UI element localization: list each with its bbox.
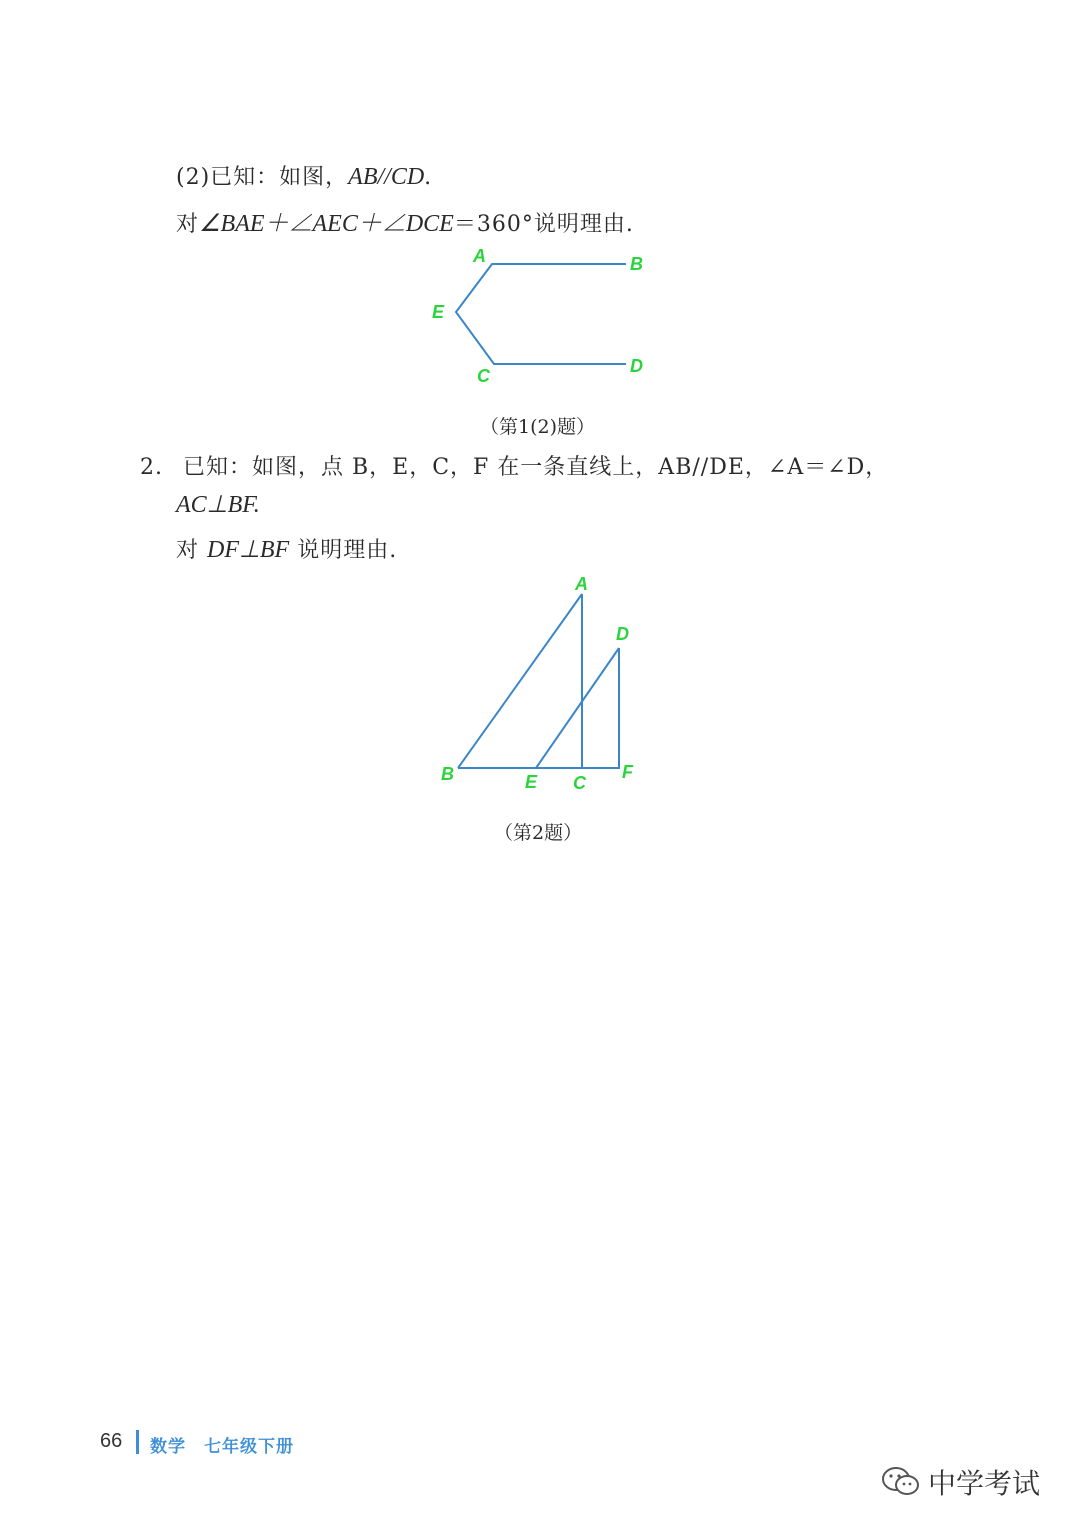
book-title: 数学 七年级下册 [150, 1437, 294, 1457]
problem-1-2-line-2: 对∠BAE＋∠AEC＋∠DCE＝360°说明理由. [176, 211, 634, 237]
label-B: B [630, 254, 643, 274]
label-C: C [573, 773, 586, 793]
segment-AB [458, 594, 582, 768]
footer-divider [136, 1430, 139, 1454]
problem-2-line-2: AC⊥BF. [176, 492, 260, 518]
problem-2-line-1: 2. 已知：如图，点 B，E，C，F 在一条直线上，AB//DE，∠A＝∠D， [140, 455, 889, 480]
label-E: E [432, 302, 445, 322]
label-A: A [473, 246, 486, 266]
wechat-icon [880, 1465, 922, 1499]
segment-DE [536, 648, 619, 768]
problem-1-2-line-1: (2)已知：如图，AB//CD. [176, 164, 433, 190]
figure-1-2-caption: （第1(2)题） [480, 416, 596, 438]
watermark [880, 1462, 1040, 1502]
page-number: 66 [100, 1430, 123, 1452]
problem-2-line-3: 对 DF⊥BF 说明理由. [176, 537, 398, 563]
label-B: B [441, 764, 454, 784]
label-A: A [575, 574, 588, 594]
label-D: D [616, 624, 629, 644]
figure-2-caption: （第2题） [494, 822, 583, 844]
watermark-text: 中学考试 [928, 1467, 1041, 1500]
label-F: F [622, 762, 633, 782]
label-D: D [630, 356, 643, 376]
label-E: E [525, 772, 538, 792]
label-C: C [477, 366, 490, 386]
